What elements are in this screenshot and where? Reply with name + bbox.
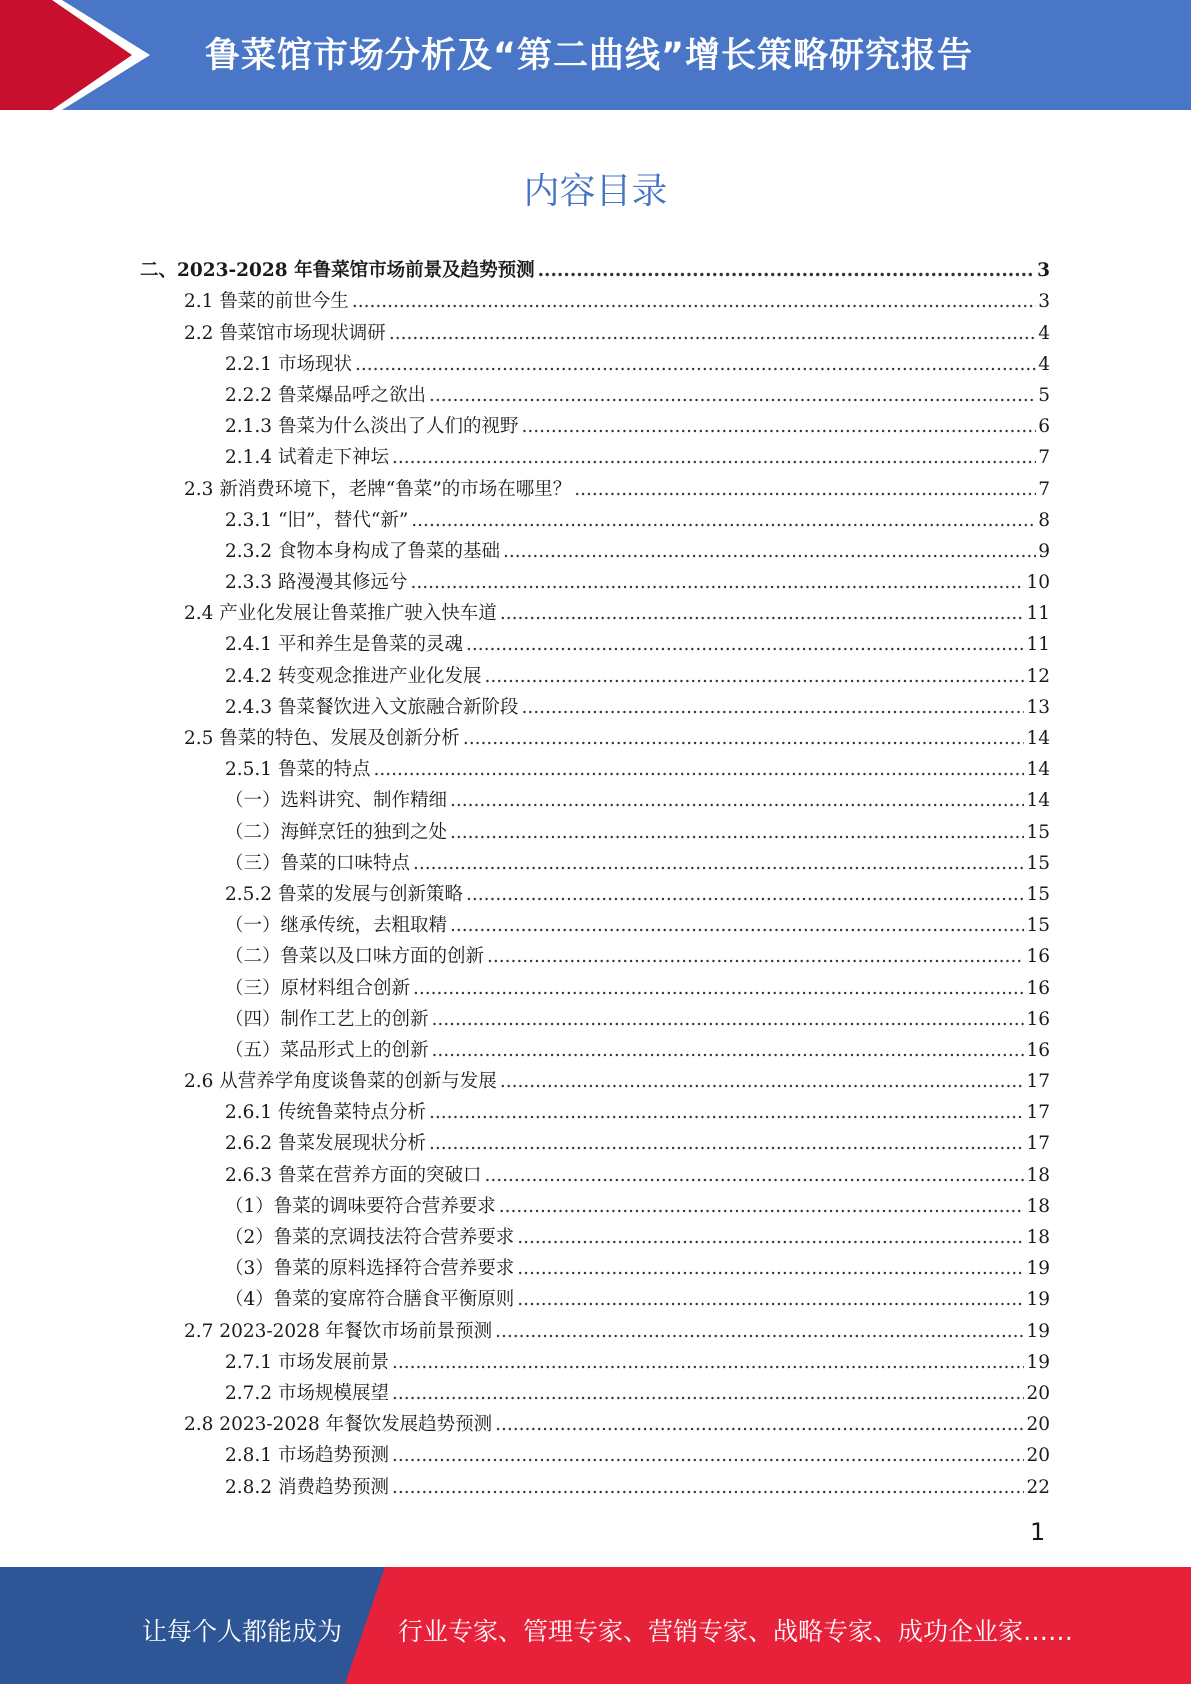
toc-leader-dots	[484, 665, 1024, 689]
toc-entry-label: （一）继承传统，去粗取精	[225, 915, 448, 937]
toc-entry-page: 11	[1026, 603, 1050, 625]
toc-leader-dots	[410, 571, 1024, 595]
toc-entry-label: 2.3.2 食物本身构成了鲁菜的基础	[225, 540, 500, 562]
toc-entry-page: 16	[1026, 1008, 1050, 1030]
toc-leader-dots	[517, 1257, 1024, 1281]
toc-entry-label: 2.8.2 消费趋势预测	[225, 1476, 389, 1498]
toc-entry-page: 15	[1026, 852, 1050, 874]
toc-entry-label: （五）菜品形式上的创新	[225, 1039, 429, 1061]
toc-entry-label: 2.7.2 市场规模展望	[225, 1382, 389, 1404]
toc-entry-label: 2.5.1 鲁菜的特点	[225, 759, 371, 781]
header-banner	[0, 0, 1191, 110]
toc-entry-label: 2.3 新消费环境下，老牌“鲁菜”的市场在哪里？	[184, 478, 572, 500]
toc-entry-page: 3	[1038, 291, 1050, 313]
toc-entry-label: （2）鲁菜的烹调技法符合营养要求	[225, 1227, 515, 1248]
toc-leader-dots	[389, 322, 1036, 346]
toc-entry[interactable]	[140, 502, 1050, 533]
toc-entry-label: 2.4.2 转变观念推进产业化发展	[225, 665, 482, 687]
toc-leader-dots	[574, 478, 1036, 502]
toc-entry-page: 15	[1026, 883, 1050, 905]
toc-entry-label: 2.6 从营养学角度谈鲁菜的创新与发展	[184, 1071, 497, 1093]
toc-leader-dots	[500, 602, 1025, 626]
toc-leader-dots	[373, 758, 1024, 782]
toc-entry-label: 2.5.2 鲁菜的发展与创新策略	[225, 883, 463, 905]
table-of-contents	[140, 252, 1050, 1500]
toc-leader-dots	[411, 509, 1036, 533]
toc-entry-label: 2.7.1 市场发展前景	[225, 1351, 389, 1373]
toc-entry[interactable]	[140, 283, 1050, 314]
toc-entry-page: 14	[1026, 790, 1050, 812]
toc-entry-label: （二）海鲜烹饪的独到之处	[225, 821, 448, 843]
toc-entry-label: 2.8.1 市场趋势预测	[225, 1445, 389, 1467]
toc-entry[interactable]	[140, 782, 1050, 813]
toc-entry-page: 3	[1037, 260, 1050, 282]
toc-entry-page: 7	[1038, 447, 1050, 469]
toc-leader-dots	[429, 1101, 1024, 1125]
toc-entry-page: 18	[1026, 1227, 1050, 1248]
toc-entry-label: 2.3.3 路漫漫其修远兮	[225, 572, 408, 594]
toc-entry-label: 2.5 鲁菜的特色、发展及创新分析	[184, 728, 460, 749]
toc-entry-label: 2.1.3 鲁菜为什么淡出了人们的视野	[225, 416, 519, 438]
toc-leader-dots	[429, 384, 1036, 408]
toc-leader-dots	[432, 1008, 1025, 1032]
toc-entry[interactable]	[140, 533, 1050, 564]
toc-entry-page: 18	[1026, 1195, 1050, 1217]
toc-entry[interactable]	[140, 689, 1050, 720]
toc-entry-label: （三）原材料组合创新	[225, 977, 411, 999]
toc-entry[interactable]	[140, 252, 1050, 283]
toc-entry-label: 2.2 鲁菜馆市场现状调研	[184, 322, 386, 344]
toc-entry[interactable]	[140, 1094, 1050, 1125]
toc-entry-page: 20	[1026, 1414, 1050, 1436]
toc-entry-page: 18	[1026, 1164, 1050, 1186]
toc-entry[interactable]	[140, 1032, 1050, 1063]
toc-leader-dots	[450, 821, 1024, 845]
toc-entry[interactable]	[140, 1001, 1050, 1032]
toc-leader-dots	[500, 1070, 1025, 1094]
toc-leader-dots	[392, 1476, 1024, 1500]
toc-leader-dots	[521, 696, 1024, 720]
toc-entry-label: （1）鲁菜的调味要符合营养要求	[225, 1195, 496, 1217]
toc-entry[interactable]	[140, 1437, 1050, 1468]
toc-entry[interactable]	[140, 626, 1050, 657]
toc-entry[interactable]	[140, 1312, 1050, 1343]
toc-entry[interactable]	[140, 1250, 1050, 1281]
toc-entry-page: 16	[1026, 946, 1050, 968]
toc-entry-page: 13	[1026, 696, 1050, 718]
toc-entry[interactable]	[140, 1406, 1050, 1437]
toc-entry-label: 2.6.2 鲁菜发展现状分析	[225, 1133, 426, 1155]
toc-leader-dots	[484, 1164, 1024, 1188]
toc-entry[interactable]	[140, 595, 1050, 626]
toc-entry-page: 15	[1026, 915, 1050, 937]
toc-entry-page: 9	[1038, 540, 1050, 562]
toc-entry-label: 2.1 鲁菜的前世今生	[184, 291, 349, 313]
toc-entry-page: 4	[1038, 353, 1050, 375]
toc-entry-label: 2.4.3 鲁菜餐饮进入文旅融合新阶段	[225, 696, 519, 718]
toc-entry[interactable]	[140, 1375, 1050, 1406]
toc-entry-label: （4）鲁菜的宴席符合膳食平衡原则	[225, 1289, 515, 1311]
toc-entry-page: 7	[1038, 478, 1050, 500]
toc-entry[interactable]	[140, 657, 1050, 688]
toc-entry-label: （3）鲁菜的原料选择符合营养要求	[225, 1258, 515, 1280]
toc-entry-label: （三）鲁菜的口味特点	[225, 852, 411, 874]
toc-leader-dots	[392, 1351, 1024, 1375]
toc-entry[interactable]	[140, 1156, 1050, 1187]
toc-entry-label: 二、2023-2028 年鲁菜馆市场前景及趋势预测	[140, 260, 535, 282]
toc-entry-page: 6	[1038, 416, 1050, 438]
toc-leader-dots	[413, 977, 1024, 1001]
toc-entry-page: 19	[1026, 1289, 1050, 1311]
toc-entry-page: 19	[1026, 1351, 1050, 1373]
header-chevron-icon	[0, 0, 150, 110]
toc-leader-dots	[429, 1132, 1024, 1156]
toc-entry[interactable]	[140, 751, 1050, 782]
toc-leader-dots	[413, 852, 1024, 876]
toc-entry[interactable]	[140, 969, 1050, 1000]
footer-banner	[0, 1567, 1191, 1684]
toc-leader-dots	[538, 259, 1036, 283]
toc-entry[interactable]	[140, 813, 1050, 844]
toc-entry-label: 2.6.1 传统鲁菜特点分析	[225, 1102, 426, 1124]
toc-entry[interactable]	[140, 346, 1050, 377]
toc-leader-dots	[521, 415, 1036, 439]
toc-entry-page: 12	[1026, 665, 1050, 687]
toc-entry[interactable]	[140, 720, 1050, 751]
toc-leader-dots	[499, 1195, 1025, 1219]
toc-entry-label: （四）制作工艺上的创新	[225, 1008, 429, 1030]
toc-leader-dots	[392, 1444, 1024, 1468]
toc-entry-label: 2.4.1 平和养生是鲁菜的灵魂	[225, 634, 463, 656]
toc-entry-page: 20	[1026, 1382, 1050, 1404]
toc-entry[interactable]	[140, 1281, 1050, 1312]
toc-entry-page: 17	[1026, 1133, 1050, 1155]
toc-entry[interactable]	[140, 876, 1050, 907]
toc-entry[interactable]	[140, 1188, 1050, 1219]
toc-leader-dots	[392, 1382, 1024, 1406]
toc-entry[interactable]	[140, 377, 1050, 408]
toc-leader-dots	[450, 789, 1024, 813]
toc-entry-label: 2.6.3 鲁菜在营养方面的突破口	[225, 1164, 482, 1186]
toc-leader-dots	[503, 540, 1036, 564]
toc-leader-dots	[495, 1413, 1024, 1437]
toc-entry[interactable]	[140, 1468, 1050, 1499]
report-title: 鲁菜馆市场分析及“第二曲线”增长策略研究报告	[205, 36, 974, 76]
toc-entry-page: 11	[1026, 634, 1050, 656]
toc-entry-page: 14	[1026, 728, 1050, 749]
toc-entry-label: 2.1.4 试着走下神坛	[225, 447, 389, 469]
toc-leader-dots	[487, 945, 1024, 969]
toc-entry-page: 22	[1026, 1476, 1050, 1498]
toc-entry[interactable]	[140, 1063, 1050, 1094]
toc-entry[interactable]	[140, 408, 1050, 439]
toc-leader-dots	[466, 633, 1024, 657]
toc-entry[interactable]	[140, 564, 1050, 595]
toc-leader-dots	[352, 290, 1036, 314]
toc-entry-page: 16	[1026, 977, 1050, 999]
toc-entry-page: 17	[1026, 1071, 1050, 1093]
toc-entry-page: 10	[1026, 572, 1050, 594]
toc-entry-page: 5	[1038, 384, 1050, 406]
toc-leader-dots	[392, 446, 1036, 470]
toc-leader-dots	[355, 353, 1036, 377]
toc-entry-label: 2.2.2 鲁菜爆品呼之欲出	[225, 384, 426, 406]
toc-entry-label: （二）鲁菜以及口味方面的创新	[225, 946, 485, 968]
toc-entry[interactable]	[140, 314, 1050, 345]
toc-entry-label: 2.2.1 市场现状	[225, 353, 352, 375]
toc-entry-page: 20	[1026, 1445, 1050, 1467]
toc-entry-page: 19	[1026, 1258, 1050, 1280]
footer-slogan-right: 行业专家、管理专家、营销专家、战略专家、成功企业家……	[398, 1617, 1074, 1646]
page-number: 1	[1030, 1518, 1046, 1546]
toc-entry[interactable]	[140, 439, 1050, 470]
toc-entry-page: 19	[1026, 1320, 1050, 1342]
toc-entry[interactable]	[140, 1344, 1050, 1375]
toc-heading: 内容目录	[523, 171, 668, 212]
toc-entry-page: 8	[1038, 509, 1050, 531]
footer-slogan-left: 让每个人都能成为	[142, 1617, 343, 1646]
toc-entry-page: 4	[1038, 322, 1050, 344]
toc-entry-label: 2.7 2023-2028 年餐饮市场前景预测	[184, 1320, 493, 1342]
toc-entry-label: 2.8 2023-2028 年餐饮发展趋势预测	[184, 1414, 493, 1436]
toc-entry[interactable]	[140, 845, 1050, 876]
toc-entry-label: （一）选料讲究、制作精细	[225, 790, 448, 812]
toc-leader-dots	[495, 1320, 1024, 1344]
toc-entry[interactable]	[140, 1219, 1050, 1250]
toc-entry[interactable]	[140, 470, 1050, 501]
toc-entry[interactable]	[140, 907, 1050, 938]
toc-entry-page: 16	[1026, 1039, 1050, 1061]
toc-entry-page: 14	[1026, 759, 1050, 781]
toc-leader-dots	[463, 727, 1025, 751]
toc-leader-dots	[517, 1226, 1024, 1250]
toc-leader-dots	[432, 1039, 1025, 1063]
toc-entry-label: 2.3.1 “旧”，替代“新”	[225, 509, 409, 531]
toc-entry-page: 17	[1026, 1102, 1050, 1124]
toc-leader-dots	[466, 883, 1024, 907]
toc-entry-page: 15	[1026, 821, 1050, 843]
toc-entry[interactable]	[140, 1125, 1050, 1156]
toc-entry-label: 2.4 产业化发展让鲁菜推广驶入快车道	[184, 603, 497, 625]
toc-leader-dots	[450, 914, 1024, 938]
toc-entry[interactable]	[140, 938, 1050, 969]
toc-leader-dots	[517, 1288, 1024, 1312]
